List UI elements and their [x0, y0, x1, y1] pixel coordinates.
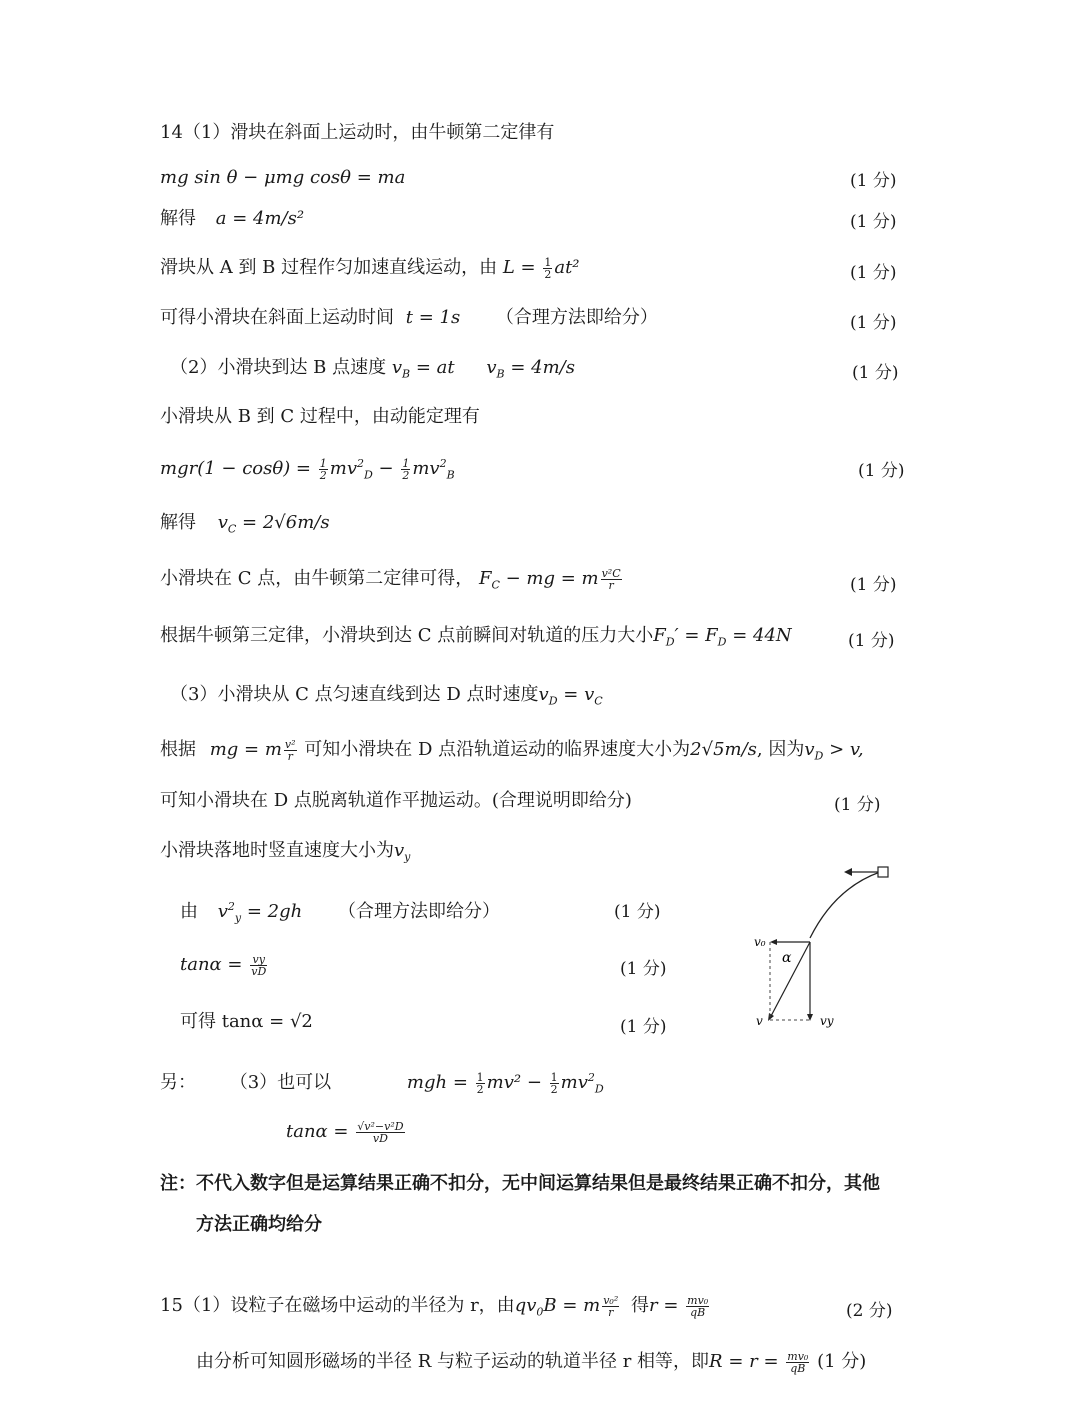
solve-label — [160, 207, 304, 231]
mv2-term: mv² − — [486, 1072, 548, 1093]
sub: D — [548, 694, 558, 708]
q15-text: 15（1）设粒子在磁场中运动的半径为 r，由 — [160, 1295, 515, 1316]
frac-num: mv₀ — [687, 1293, 709, 1307]
tan-eq: tanα = — [286, 1121, 355, 1142]
label-v: v — [756, 1014, 763, 1028]
fraction-v02-r — [602, 1295, 619, 1318]
frac-num: mv₀ — [787, 1349, 809, 1363]
frac-den: qB — [690, 1305, 706, 1319]
frac-num: 1 — [544, 255, 552, 269]
tan-alt-equation — [286, 1120, 407, 1144]
frac-den: 2 — [402, 468, 410, 482]
sub: y — [404, 850, 411, 864]
vb-text: （2）小滑块到达 B 点速度 — [170, 357, 387, 378]
score: (2 分) — [846, 1301, 893, 1321]
q14-intro: 14（1）滑块在斜面上运动时，由牛顿第二定律有 — [160, 122, 555, 143]
alt-part: （3）也可以 — [229, 1072, 332, 1093]
frac-den: r — [287, 749, 293, 763]
v0-arrowhead — [770, 939, 777, 945]
minus: − — [372, 458, 400, 479]
score: (1 分) — [848, 631, 895, 651]
bc-intro: 小滑块从 B 到 C 过程中，由动能定理有 — [160, 406, 480, 427]
energy-lhs: mgr(1 − cosθ) = — [160, 458, 317, 479]
vy-intro-text: 小滑块落地时竖直速度大小为 — [160, 840, 394, 861]
vy-intro-line — [160, 839, 410, 870]
radius-text: 由分析可知圆形磁场的半径 R 与粒子运动的轨道半径 r 相等，即 — [196, 1351, 710, 1372]
third-law-line — [160, 624, 792, 655]
frac-den: vD — [372, 1131, 388, 1145]
mg-eq: mg = m — [209, 739, 282, 760]
because-word: , 因为 — [756, 739, 805, 760]
projectile-velocity-diagram — [740, 858, 910, 1038]
score: (1 分) — [850, 263, 897, 283]
v-symbol: v — [217, 512, 228, 533]
method-note: （合理方法即给分） — [495, 307, 658, 328]
critical-text: 可知小滑块在 D 点沿轨道运动的临界速度大小为 — [304, 739, 691, 760]
frac-den: r — [608, 1305, 614, 1319]
fraction-v2-r — [284, 739, 297, 762]
tan-result: 可得 tanα = √2 — [180, 1011, 313, 1032]
ab-motion-text: 滑块从 A 到 B 过程作匀加速直线运动，由 — [160, 257, 498, 278]
frac-num: 1 — [402, 456, 410, 470]
d-speed-text: （3）小滑块从 C 点匀速直线到达 D 点时速度 — [170, 684, 539, 705]
v-symbol: v — [391, 357, 403, 378]
fraction-half — [476, 1072, 485, 1095]
sub: D — [814, 749, 824, 763]
score: (1 分) — [614, 902, 661, 922]
lorentz-eq: B = m — [543, 1295, 601, 1316]
v-symbol: v — [486, 357, 497, 378]
sub: B — [496, 367, 505, 381]
frac-den: qB — [790, 1361, 806, 1375]
frac-den: 2 — [476, 1082, 484, 1096]
sub: B — [402, 367, 411, 381]
time-text: 可得小滑块在斜面上运动时间 — [160, 307, 394, 328]
third-law-text: 根据牛顿第三定律，小滑块到达 C 点前瞬间对轨道的压力大小 — [160, 625, 654, 646]
frac-num: 1 — [550, 1070, 558, 1084]
from-word: 由 — [180, 901, 198, 922]
fraction-mv0-qb — [786, 1351, 809, 1374]
time-result: t = 1s — [405, 307, 461, 328]
block-square — [878, 867, 888, 877]
radius-equal-line — [196, 1350, 866, 1374]
frac-den: 2 — [544, 267, 552, 281]
sub: D — [665, 635, 675, 649]
label-v0: v₀ — [754, 935, 766, 949]
mgh-eq: mgh = — [406, 1072, 474, 1093]
vb-line — [170, 356, 575, 387]
sub: C — [227, 522, 237, 536]
launch-arrowhead — [844, 868, 852, 876]
c-point-line — [160, 567, 624, 598]
fraction-sqrt — [356, 1121, 404, 1144]
frac-num: v²C — [601, 566, 621, 580]
v-symbol: v — [217, 901, 228, 922]
grading-note: 注：不代入数字但是运算结果正确不扣分，无中间运算结果但是最终结果正确不扣分，其他 — [160, 1173, 880, 1194]
sub: C — [594, 694, 603, 708]
mv: mv — [560, 1072, 588, 1093]
label-vy: vy — [820, 1014, 834, 1028]
v-symbol: v — [804, 739, 815, 760]
vd-eq: = v — [557, 684, 595, 705]
frac-den: r — [608, 578, 614, 592]
f-symbol: F — [478, 568, 492, 589]
score: (1 分) — [620, 959, 667, 979]
d-speed-line — [170, 683, 603, 714]
sub: C — [491, 578, 500, 592]
v-symbol: v — [538, 684, 549, 705]
critical-speed: 2√5m/s — [690, 739, 757, 760]
vb-result: = 4m/s — [504, 357, 575, 378]
r-eq: R = r = — [709, 1351, 785, 1372]
frac-num: vy — [250, 954, 267, 966]
tan-equation — [180, 953, 269, 977]
compare: > v, — [823, 739, 864, 760]
score: (1 分) — [852, 363, 899, 383]
score: (1 分) — [850, 212, 897, 232]
alt-word: 另： — [160, 1072, 196, 1093]
solve-word: 解得 — [160, 512, 196, 533]
score: (1 分) — [850, 313, 897, 333]
sup: 2 — [357, 457, 364, 470]
frac-den: 2 — [550, 1082, 558, 1096]
fd-eq: ′ = F — [674, 625, 718, 646]
sub: B — [446, 468, 455, 482]
mv: mv — [412, 458, 440, 479]
v-symbol: v — [394, 840, 405, 861]
sub: 0 — [536, 1305, 544, 1319]
q15-line — [160, 1294, 711, 1325]
force-result: = 44N — [726, 625, 792, 646]
sup: 2 — [227, 900, 235, 913]
fc-eq: − mg = m — [499, 568, 599, 589]
according-word: 根据 — [160, 739, 196, 760]
sup: 2 — [587, 1071, 595, 1084]
frac-den: 2 — [319, 468, 327, 482]
score: (1 分) — [834, 795, 881, 815]
frac-num: v₀² — [603, 1293, 619, 1307]
frac-num: v² — [284, 737, 296, 751]
mv: mv — [329, 458, 357, 479]
tan-eq: tanα = — [180, 954, 249, 975]
r-eq: r = — [649, 1295, 685, 1316]
fraction-half — [550, 1072, 559, 1095]
frac-num: √v²−v²D — [357, 1119, 404, 1133]
method-note: （合理方法即给分） — [337, 901, 500, 922]
fraction-half — [543, 257, 552, 280]
fraction-half — [319, 458, 328, 481]
sub: D — [717, 635, 727, 649]
ab-motion-line — [160, 256, 580, 280]
vb-eq: = at — [410, 357, 455, 378]
vy-equation-line — [180, 895, 500, 931]
grading-note-cont: 方法正确均给分 — [196, 1214, 322, 1235]
sub: y — [234, 911, 242, 925]
equation-newton: mg sin θ − μmg cosθ = ma — [160, 167, 406, 188]
fraction-mv0-qb — [686, 1295, 709, 1318]
fraction-vy-vd — [250, 954, 267, 977]
sub: D — [594, 1082, 604, 1096]
label-alpha: α — [782, 950, 792, 966]
get-word: 得 — [631, 1295, 649, 1316]
at-squared: at² — [554, 257, 580, 278]
frac-den: vD — [251, 964, 267, 978]
c-point-text: 小滑块在 C 点，由牛顿第二定律可得， — [160, 568, 474, 589]
sub: D — [364, 468, 373, 482]
score: (1 分) — [817, 1351, 867, 1372]
alternative-line — [160, 1066, 604, 1102]
trajectory-curve — [810, 872, 880, 938]
acceleration-result: a = 4m/s² — [215, 208, 305, 229]
frac-num: 1 — [319, 456, 327, 470]
fraction-half — [401, 458, 410, 481]
score: (1 分) — [850, 171, 897, 191]
solve-word: 解得 — [160, 208, 196, 229]
vc-result: = 2√6m/s — [236, 512, 330, 533]
critical-speed-line — [160, 738, 864, 769]
f-symbol: F — [653, 625, 666, 646]
sup: 2 — [439, 457, 447, 470]
energy-equation — [160, 452, 455, 488]
vy-eq: = 2gh — [241, 901, 303, 922]
score: (1 分) — [620, 1017, 667, 1037]
fraction-vc2-r — [601, 568, 622, 591]
vc-result-line — [160, 511, 330, 542]
l-equals: L = — [502, 257, 542, 278]
qv: qv — [514, 1295, 537, 1316]
score: (1 分) — [858, 461, 905, 481]
score: (1 分) — [850, 575, 897, 595]
projectile-line: 可知小滑块在 D 点脱离轨道作平抛运动。(合理说明即给分) — [160, 790, 632, 811]
frac-num: 1 — [476, 1070, 484, 1084]
time-line — [160, 306, 658, 330]
